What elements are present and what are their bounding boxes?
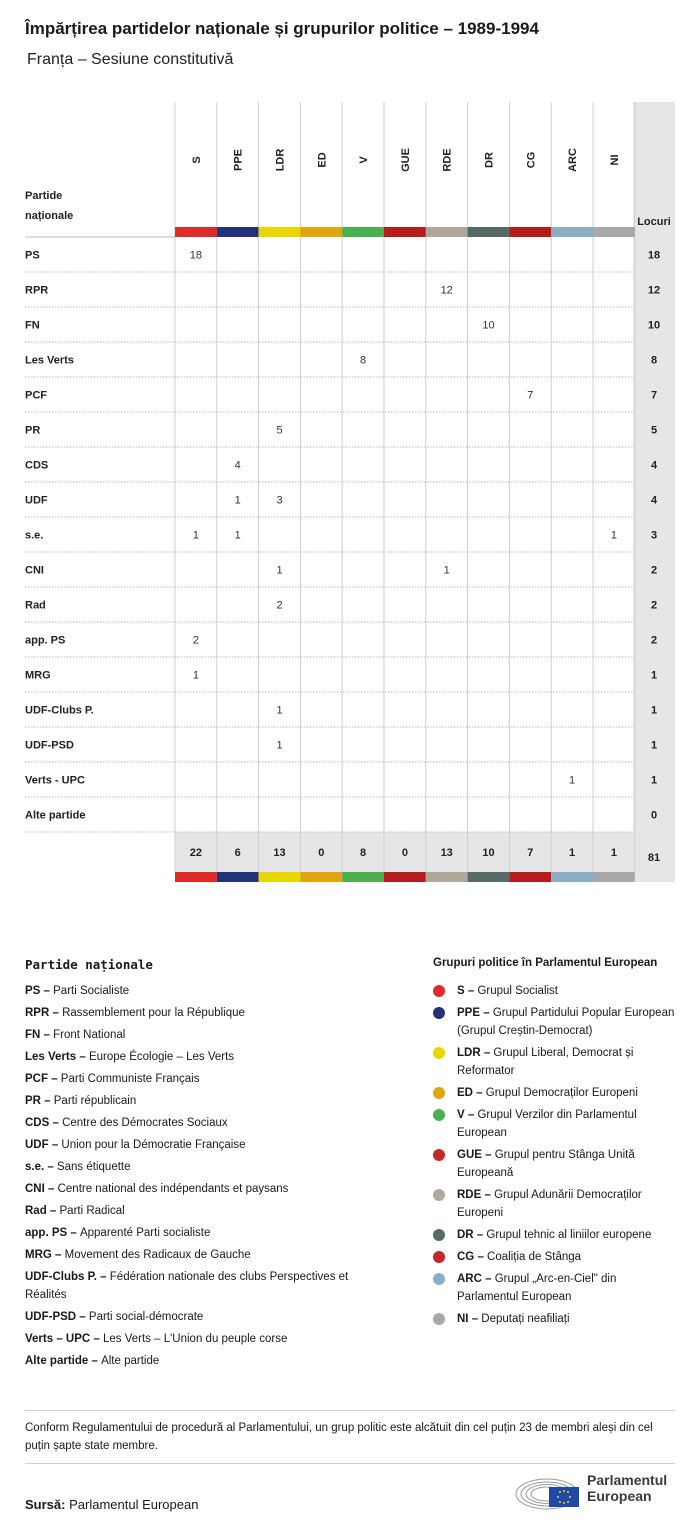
group-legend-name: Grupul tehnic al liniilor europene bbox=[486, 1229, 652, 1241]
party-legend-item bbox=[25, 1136, 385, 1154]
party-legend-item bbox=[25, 982, 385, 1000]
row-total: 1 bbox=[650, 669, 658, 682]
row-total: 2 bbox=[650, 599, 658, 612]
group-legend-item bbox=[433, 1186, 678, 1222]
group-legend-item bbox=[433, 1146, 678, 1182]
group-header: ED bbox=[316, 152, 329, 168]
party-row-label: Rad bbox=[25, 599, 46, 612]
group-color-bar-bottom bbox=[217, 872, 259, 882]
party-legend-code: UDF-Clubs P. – bbox=[25, 1271, 110, 1283]
party-legend-name: Alte partide bbox=[101, 1355, 160, 1367]
party-legend-name: Europe Écologie – Les Verts bbox=[88, 1051, 235, 1063]
party-row-label: app. PS bbox=[25, 634, 66, 647]
group-legend-name: Grupul Liberal, Democrat și Reformator bbox=[457, 1047, 634, 1077]
row-total: 4 bbox=[650, 459, 658, 472]
column-total: 22 bbox=[189, 847, 203, 859]
row-total: 2 bbox=[650, 634, 658, 647]
row-total: 1 bbox=[650, 704, 658, 717]
party-row-label: MRG bbox=[25, 669, 51, 682]
cell-value: 1 bbox=[234, 494, 241, 507]
group-legend-name: Deputați neafiliați bbox=[481, 1313, 570, 1325]
row-total: 8 bbox=[650, 354, 658, 367]
party-legend-code: CDS – bbox=[25, 1117, 63, 1129]
group-legend-code: ED – bbox=[457, 1087, 486, 1099]
party-legend-item bbox=[25, 1114, 385, 1132]
group-color-bar bbox=[217, 227, 259, 237]
party-legend-name: Union pour la Démocratie Française bbox=[61, 1139, 246, 1151]
page-title: Împărțirea partidelor naționale și grupurilor politice – 1989-1994 bbox=[25, 19, 539, 38]
page-subtitle: Franța – Sesiune constitutivă bbox=[27, 51, 234, 68]
party-legend-name: Centre des Démocrates Sociaux bbox=[62, 1117, 228, 1129]
party-row-label: CDS bbox=[25, 459, 49, 472]
column-total: 1 bbox=[610, 847, 617, 859]
party-row-label: UDF-Clubs P. bbox=[25, 704, 94, 717]
party-legend-item bbox=[25, 1070, 385, 1088]
party-legend-code: Alte partide – bbox=[25, 1355, 102, 1367]
party-legend-code: FN – bbox=[25, 1029, 54, 1041]
cell-value: 1 bbox=[569, 774, 576, 787]
group-color-dot-icon bbox=[433, 1229, 445, 1241]
group-color-dot-icon bbox=[433, 1189, 445, 1201]
column-total: 8 bbox=[360, 847, 367, 859]
party-legend-code: Rad – bbox=[25, 1205, 60, 1217]
row-total: 1 bbox=[650, 739, 658, 752]
row-total: 10 bbox=[647, 319, 661, 332]
group-legend-item bbox=[433, 1226, 678, 1244]
party-legend bbox=[25, 982, 385, 1374]
group-header: DR bbox=[483, 152, 496, 168]
party-legend-code: Les Verts – bbox=[25, 1051, 89, 1063]
group-legend-item bbox=[433, 1106, 678, 1142]
party-legend-code: UDF-PSD – bbox=[25, 1311, 89, 1323]
row-total: 2 bbox=[650, 564, 658, 577]
party-row-label: UDF bbox=[25, 494, 48, 507]
column-total: 0 bbox=[318, 847, 325, 859]
party-legend-code: s.e. – bbox=[25, 1161, 57, 1173]
divider bbox=[25, 1410, 675, 1411]
group-legend-name: Grupul Socialist bbox=[477, 985, 559, 997]
group-legend-item bbox=[433, 982, 678, 1000]
group-legend-code: GUE – bbox=[457, 1149, 495, 1161]
party-row-label: RPR bbox=[25, 284, 49, 297]
column-total: 13 bbox=[440, 847, 453, 859]
cell-value: 1 bbox=[610, 529, 617, 542]
group-legend-name: Coaliția de Stânga bbox=[487, 1251, 582, 1263]
row-total: 0 bbox=[650, 809, 658, 822]
party-legend-item bbox=[25, 1330, 385, 1348]
divider bbox=[25, 1463, 675, 1464]
source-value: Parlamentul European bbox=[69, 1497, 199, 1512]
ep-logo bbox=[515, 1472, 685, 1512]
group-legend-item bbox=[433, 1084, 678, 1102]
party-legend-code: MRG – bbox=[25, 1249, 65, 1261]
group-legend-code: CG – bbox=[457, 1251, 488, 1263]
column-total: 10 bbox=[482, 847, 495, 859]
party-legend-code: UDF – bbox=[25, 1139, 62, 1151]
group-color-bar bbox=[551, 227, 593, 237]
party-legend-item bbox=[25, 1268, 385, 1304]
footnote: Conform Regulamentului de procedură al Parlamentului, un grup politic este alcătuit din cel puțin 23 de membri aleși din cel puțin șapte state membre. bbox=[25, 1422, 653, 1452]
group-color-dot-icon bbox=[433, 1047, 445, 1059]
cell-value: 1 bbox=[276, 704, 283, 717]
logo-line-1: Parlamentul bbox=[587, 1472, 668, 1488]
cell-value: 1 bbox=[276, 739, 283, 752]
cell-value: 2 bbox=[276, 599, 283, 612]
logo-text bbox=[587, 1472, 667, 1504]
row-header-line2: naționale bbox=[25, 210, 74, 222]
group-color-bar bbox=[509, 227, 551, 237]
cell-value: 8 bbox=[360, 354, 367, 367]
party-legend-item bbox=[25, 1246, 385, 1264]
cell-value: 1 bbox=[276, 564, 283, 577]
group-color-bar-bottom bbox=[593, 872, 635, 882]
group-legend-name: Grupul Partidului Popular European (Grupul Creștin-Democrat) bbox=[457, 1007, 675, 1037]
group-legend-item bbox=[433, 1248, 678, 1266]
party-legend-item bbox=[25, 1224, 385, 1242]
group-color-bar bbox=[259, 227, 301, 237]
party-row-label: PS bbox=[25, 249, 40, 262]
party-row-label: FN bbox=[25, 319, 40, 332]
group-legend-code: LDR – bbox=[457, 1047, 494, 1059]
group-color-bar-bottom bbox=[342, 872, 384, 882]
group-legend-name: Grupul pentru Stânga Unită Europeană bbox=[457, 1149, 635, 1179]
row-total: 5 bbox=[650, 424, 658, 437]
party-legend-name: Parti Communiste Français bbox=[60, 1073, 200, 1085]
group-color-bar bbox=[468, 227, 510, 237]
group-color-bar bbox=[426, 227, 468, 237]
party-legend-name: Les Verts – L'Union du peuple corse bbox=[102, 1333, 288, 1345]
column-total: 13 bbox=[273, 847, 286, 859]
party-legend-item bbox=[25, 1180, 385, 1198]
party-legend-code: Verts – UPC – bbox=[25, 1333, 103, 1345]
party-legend-name: Parti social-démocrate bbox=[88, 1311, 204, 1323]
party-legend-code: PS – bbox=[25, 985, 54, 997]
source bbox=[25, 1497, 198, 1512]
party-legend-item bbox=[25, 1026, 385, 1044]
cell-value: 1 bbox=[234, 529, 241, 542]
group-color-bar-bottom bbox=[509, 872, 551, 882]
group-header: V bbox=[358, 156, 371, 164]
cell-value: 5 bbox=[276, 424, 283, 437]
group-legend-name: Grupul Democraților Europeni bbox=[485, 1087, 638, 1099]
party-legend-item bbox=[25, 1092, 385, 1110]
group-color-dot-icon bbox=[433, 1109, 445, 1121]
group-header: PPE bbox=[232, 148, 245, 172]
row-total: 7 bbox=[650, 389, 658, 402]
group-legend-name: Grupul Verzilor din Parlamentul European bbox=[457, 1109, 637, 1139]
party-legend-item bbox=[25, 1158, 385, 1176]
party-legend-name: Centre national des indépendants et paysans bbox=[57, 1183, 289, 1195]
group-legend-code: RDE – bbox=[457, 1189, 495, 1201]
row-total: 18 bbox=[647, 249, 661, 262]
party-legend-name: Front National bbox=[53, 1029, 126, 1041]
party-row-label: UDF-PSD bbox=[25, 739, 74, 752]
group-color-dot-icon bbox=[433, 1007, 445, 1019]
logo-line-2: European bbox=[587, 1488, 652, 1504]
party-row-label: Alte partide bbox=[25, 809, 86, 822]
group-color-bar-bottom bbox=[468, 872, 510, 882]
party-legend-code: CNI – bbox=[25, 1183, 58, 1195]
row-total: 4 bbox=[650, 494, 658, 507]
cell-value: 7 bbox=[527, 389, 534, 402]
group-legend-name: Grupul „Arc-en-Ciel" din Parlamentul European bbox=[457, 1273, 617, 1303]
party-row-label: PCF bbox=[25, 389, 47, 402]
party-legend-name: Parti Radical bbox=[59, 1205, 125, 1217]
column-total: 0 bbox=[401, 847, 408, 859]
party-legend-item bbox=[25, 1004, 385, 1022]
group-legend-code: DR – bbox=[457, 1229, 487, 1241]
group-header: NI bbox=[608, 154, 621, 166]
party-legend-item bbox=[25, 1202, 385, 1220]
group-legend-item bbox=[433, 1310, 678, 1328]
hemicycle-icon bbox=[515, 1472, 581, 1512]
group-legend-code: S – bbox=[457, 985, 478, 997]
cell-value: 12 bbox=[440, 284, 453, 297]
group-legend-code: NI – bbox=[457, 1313, 482, 1325]
row-total: 12 bbox=[647, 284, 661, 297]
cell-value: 1 bbox=[192, 529, 199, 542]
group-color-bar-bottom bbox=[551, 872, 593, 882]
party-legend-item bbox=[25, 1308, 385, 1326]
group-header: ARC bbox=[567, 148, 580, 172]
group-color-bar-bottom bbox=[259, 872, 301, 882]
cell-value: 1 bbox=[192, 669, 199, 682]
party-legend-code: RPR – bbox=[25, 1007, 63, 1019]
row-total: 3 bbox=[650, 529, 658, 542]
group-legend bbox=[433, 982, 678, 1332]
total-header: Locuri bbox=[637, 216, 671, 228]
group-header: GUE bbox=[399, 148, 412, 172]
party-row-label: PR bbox=[25, 424, 41, 437]
group-legend-item bbox=[433, 1004, 678, 1040]
group-color-dot-icon bbox=[433, 1149, 445, 1161]
group-color-bar-bottom bbox=[426, 872, 468, 882]
group-color-dot-icon bbox=[433, 1087, 445, 1099]
cell-value: 18 bbox=[189, 249, 203, 262]
party-legend-heading: Partide naționale bbox=[25, 957, 153, 972]
group-legend-name: Grupul Adunării Democraților Europeni bbox=[457, 1189, 642, 1219]
source-label: Sursă: bbox=[25, 1497, 66, 1512]
party-legend-name: Fédération nationale des clubs Perspectives et Réalités bbox=[25, 1271, 349, 1301]
party-legend-name: Parti républicain bbox=[53, 1095, 137, 1107]
party-row-label: CNI bbox=[25, 564, 44, 577]
party-legend-name: Sans étiquette bbox=[56, 1161, 131, 1173]
column-total: 1 bbox=[569, 847, 576, 859]
group-color-bar bbox=[300, 227, 342, 237]
group-color-bar bbox=[384, 227, 426, 237]
party-row-label: s.e. bbox=[25, 529, 44, 542]
group-color-bar bbox=[593, 227, 635, 237]
group-legend-code: V – bbox=[457, 1109, 478, 1121]
group-color-bar-bottom bbox=[175, 872, 217, 882]
cell-value: 4 bbox=[234, 459, 241, 472]
group-header: RDE bbox=[441, 148, 454, 172]
party-legend-code: PCF – bbox=[25, 1073, 61, 1085]
grand-total: 81 bbox=[647, 852, 661, 864]
party-legend-name: Parti Socialiste bbox=[53, 985, 130, 997]
row-total: 1 bbox=[650, 774, 658, 787]
group-header: S bbox=[190, 156, 203, 164]
party-legend-item bbox=[25, 1352, 385, 1370]
party-row-label: Verts - UPC bbox=[25, 774, 85, 787]
cell-value: 1 bbox=[443, 564, 450, 577]
group-legend-code: PPE – bbox=[457, 1007, 493, 1019]
group-legend-code: ARC – bbox=[457, 1273, 495, 1285]
cell-value: 10 bbox=[482, 319, 495, 332]
party-legend-item bbox=[25, 1048, 385, 1066]
party-legend-name: Movement des Radicaux de Gauche bbox=[64, 1249, 251, 1261]
party-legend-name: Rassemblement pour la République bbox=[62, 1007, 245, 1019]
row-header-line1: Partide bbox=[25, 190, 63, 202]
group-legend-item bbox=[433, 1044, 678, 1080]
group-color-dot-icon bbox=[433, 1313, 445, 1325]
cell-value: 2 bbox=[192, 634, 199, 647]
party-legend-code: app. PS – bbox=[25, 1227, 80, 1239]
group-header: CG bbox=[525, 151, 538, 169]
column-total: 7 bbox=[527, 847, 534, 859]
group-color-dot-icon bbox=[433, 985, 445, 997]
cell-value: 3 bbox=[276, 494, 283, 507]
group-color-bar bbox=[175, 227, 217, 237]
group-color-bar-bottom bbox=[300, 872, 342, 882]
party-legend-name: Apparenté Parti socialiste bbox=[79, 1227, 211, 1239]
group-legend-heading: Grupuri politice în Parlamentul European bbox=[433, 957, 658, 969]
group-color-bar-bottom bbox=[384, 872, 426, 882]
group-color-dot-icon bbox=[433, 1273, 445, 1285]
party-legend-code: PR – bbox=[25, 1095, 54, 1107]
group-color-dot-icon bbox=[433, 1251, 445, 1263]
group-legend-item bbox=[433, 1270, 678, 1306]
group-color-bar bbox=[342, 227, 384, 237]
group-header: LDR bbox=[274, 148, 287, 172]
party-row-label: Les Verts bbox=[25, 354, 74, 367]
column-total: 6 bbox=[234, 847, 241, 859]
